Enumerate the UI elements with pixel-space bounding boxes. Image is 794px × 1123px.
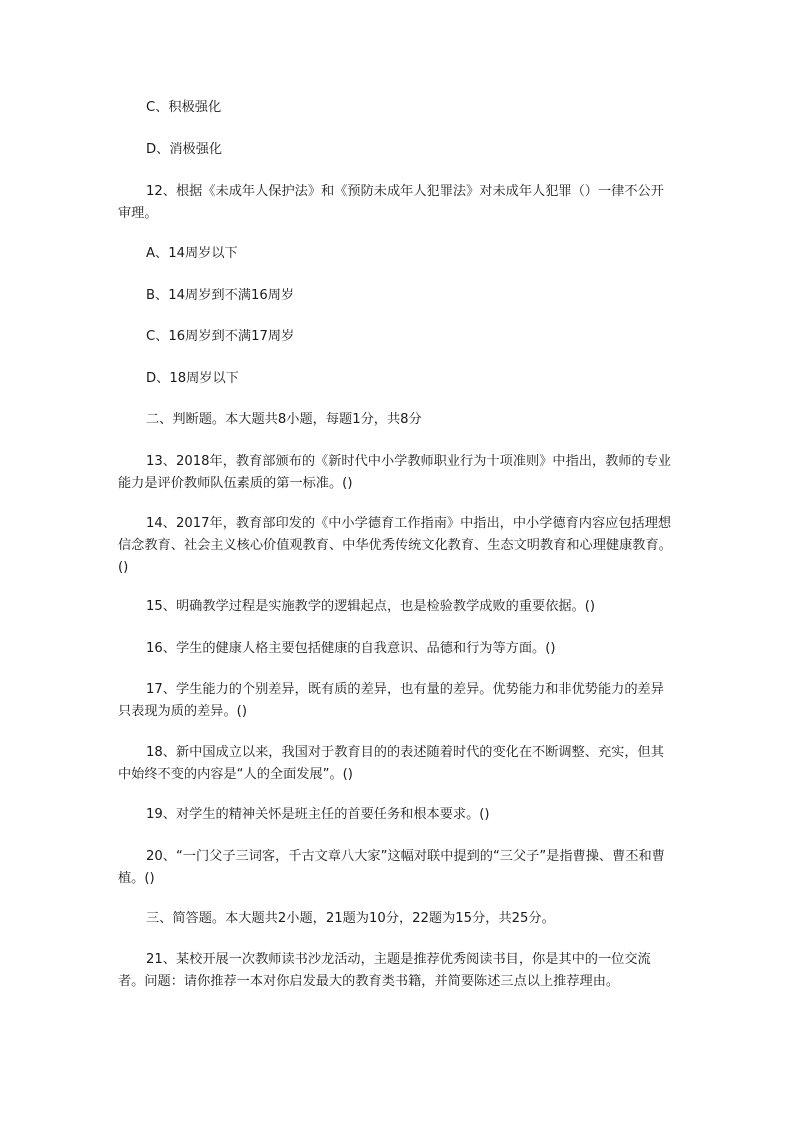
question-16: 16、学生的健康人格主要包括健康的自我意识、品德和行为等方面。() xyxy=(146,641,556,656)
option-b-q12: B、14周岁到不满16周岁 xyxy=(146,288,295,303)
option-c-q12: C、16周岁到不满17周岁 xyxy=(146,329,295,344)
question-14: 14、2017年，教育部印发的《中小学德育工作指南》中指出，中小学德育内容应包括理想信念教育、社会主义核心价值观教育、中华优秀传统文化教育、生态文明教育和心理健康教育。() xyxy=(118,516,672,575)
section-3-heading: 三、简答题。本大题共2小题，21题为10分，22题为15分，共25分。 xyxy=(146,911,555,926)
option-d-q11: D、消极强化 xyxy=(146,142,223,157)
question-19: 19、对学生的精神关怀是班主任的首要任务和根本要求。() xyxy=(146,807,490,822)
question-13: 13、2018年，教育部颁布的《新时代中小学教师职业行为十项准则》中指出，教师的专业能力是评价教师队伍素质的第一标准。() xyxy=(118,454,672,491)
question-18: 18、新中国成立以来，我国对于教育目的的表述随着时代的变化在不断调整、充实，但其中始终不变的内容是“人的全面发展”。() xyxy=(118,745,664,782)
option-d-q12: D、18周岁以下 xyxy=(146,371,239,386)
option-a-q12: A、14周岁以下 xyxy=(146,246,238,261)
question-21: 21、某校开展一次教师读书沙龙活动，主题是推荐优秀阅读书目，你是其中的一位交流者。问题：请你推荐一本对你启发最大的教育类书籍，并简要陈述三点以上推荐理由。 xyxy=(118,952,651,989)
question-17: 17、学生能力的个别差异，既有质的差异，也有量的差异。优势能力和非优势能力的差异只表现为质的差异。() xyxy=(118,682,664,719)
question-20: 20、“一门父子三词客，千古文章八大家”这幅对联中提到的“三父子”是指曹操、曹丕和曹植。() xyxy=(118,849,665,886)
question-15: 15、明确教学过程是实施教学的逻辑起点，也是检验教学成败的重要依据。() xyxy=(146,599,596,614)
section-2-heading: 二、判断题。本大题共8小题，每题1分，共8分 xyxy=(146,412,422,427)
question-12: 12、根据《未成年人保护法》和《预防未成年人犯罪法》对未成年人犯罪（）一律不公开审理。 xyxy=(118,184,664,221)
option-c-q11: C、积极强化 xyxy=(146,100,222,115)
